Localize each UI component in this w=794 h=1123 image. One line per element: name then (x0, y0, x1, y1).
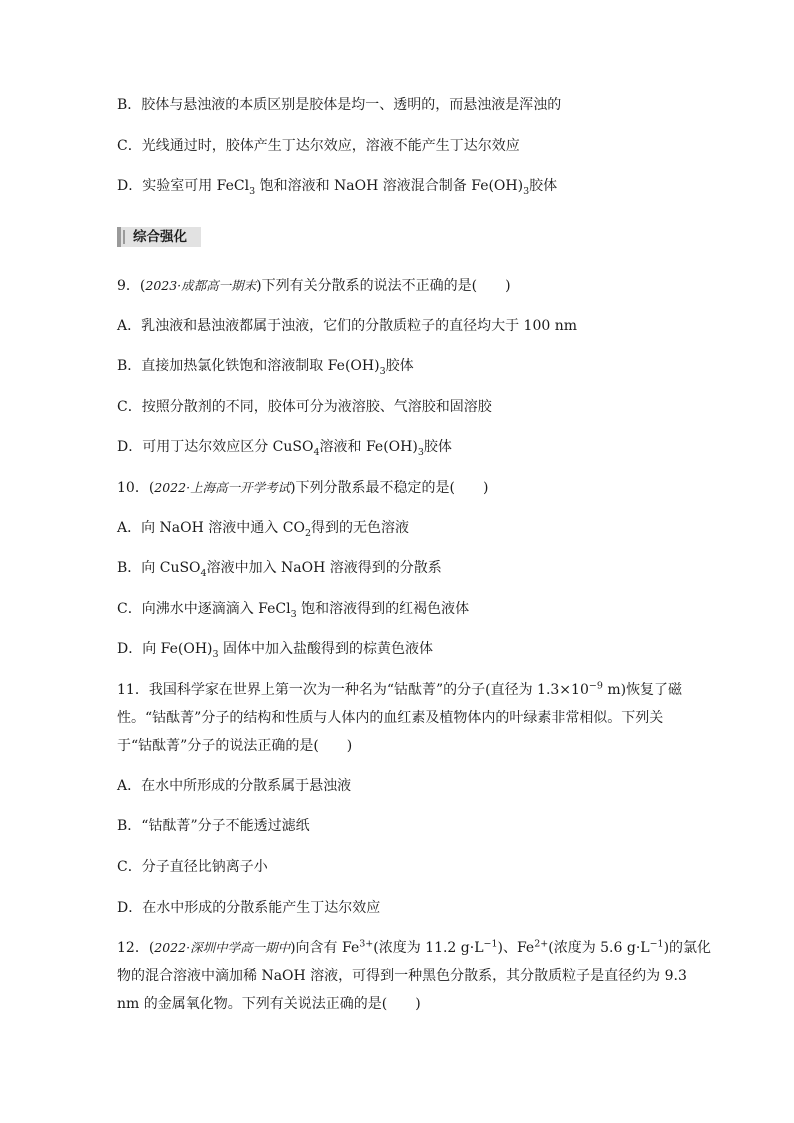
q11-line1-text-b: m)恢复了磁 (602, 682, 683, 698)
q9-option-d-text-a: D．可用丁达尔效应区分 CuSO (117, 439, 314, 455)
q12-sup-2: −1 (483, 938, 498, 950)
q12-stem-text-d: (浓度为 5.6 g·L (548, 940, 650, 956)
q12-stem-text-a: )向含有 Fe (290, 940, 360, 956)
q9-option-d-sub1: 4 (313, 446, 320, 458)
q10-option-b-text-b: 溶液中加入 NaOH 溶液得到的分散系 (206, 560, 442, 576)
q12-stem-text-e: )的氯化 (663, 940, 712, 956)
q10-option-c (117, 599, 469, 619)
q11-stem-line1 (117, 680, 682, 700)
q10-option-d-sub: 3 (212, 648, 219, 660)
q9-stem (117, 276, 511, 296)
q12-stem-text-c: )、Fe (497, 940, 535, 956)
q11-option-c: C．分子直径比钠离子小 (117, 859, 268, 875)
q10-option-a-text-a: A．向 NaOH 溶液中通入 CO (117, 520, 305, 536)
q10-option-c-text-b: 饱和溶液得到的红褐色液体 (296, 601, 470, 617)
q11-option-a: A．在水中所形成的分散系属于悬浊液 (117, 778, 352, 794)
q9-number: 9．( (117, 278, 146, 294)
q12-stem-line1 (117, 938, 711, 958)
q11-line1-text-a: 11．我国科学家在世界上第一次为一种名为“钴酞菁”的分子(直径为 1.3×10 (117, 682, 589, 698)
q9-option-d-sub2: 3 (417, 446, 424, 458)
q11-stem-line3: 于“钴酞菁”分子的说法正确的是( ) (117, 738, 353, 754)
q11-stem-line2: 性。“钴酞菁”分子的结构和性质与人体内的血红素及植物体内的叶绿素非常相似。下列关 (117, 710, 664, 726)
q12-sup-1: 3+ (359, 938, 374, 950)
q11-option-b: B．“钴酞菁”分子不能透过滤纸 (117, 818, 310, 834)
q10-stem-text: )下列分散系最不稳定的是( ) (290, 480, 489, 496)
q11-line1-sup: −9 (588, 680, 603, 692)
q10-option-a-text-b: 得到的无色溶液 (310, 520, 409, 536)
q11-option-d: D．在水中形成的分散系能产生丁达尔效应 (117, 900, 381, 916)
q9-stem-text: )下列有关分散系的说法不正确的是( ) (256, 278, 511, 294)
q8-option-d-sub2: 3 (523, 185, 530, 197)
q10-option-c-sub: 3 (290, 608, 297, 620)
q10-option-a (117, 518, 409, 538)
q12-sup-3: 2+ (534, 938, 549, 950)
q8-option-d-text-b: 饱和溶液和 NaOH 溶液混合制备 Fe(OH) (255, 178, 524, 194)
q9-source: 2023·成都高一期末 (145, 278, 257, 293)
q10-number: 10．( (117, 480, 155, 496)
q12-stem-text-b: (浓度为 11.2 g·L (373, 940, 484, 956)
q9-option-d (117, 437, 452, 457)
q10-option-a-sub: 2 (304, 527, 311, 539)
q8-option-d-text-c: 胶体 (529, 178, 558, 194)
q9-option-b (117, 356, 414, 376)
q9-option-c: C．按照分散剂的不同，胶体可分为液溶胶、气溶胶和固溶胶 (117, 399, 492, 415)
q8-option-d (117, 176, 557, 196)
q10-option-d-text-a: D．向 Fe(OH) (117, 641, 213, 657)
q8-option-b: B．胶体与悬浊液的本质区别是胶体是均一、透明的，而悬浊液是浑浊的 (117, 97, 562, 113)
q10-option-d-text-b: 固体中加入盐酸得到的棕黄色液体 (218, 641, 434, 657)
q10-option-b-text-a: B．向 CuSO (117, 560, 201, 576)
q10-option-b-sub: 4 (200, 567, 207, 579)
q12-source: 2022·深圳中学高一期中 (154, 940, 291, 955)
q10-option-d (117, 639, 433, 659)
q9-option-b-text-b: 胶体 (385, 358, 414, 374)
q12-number: 12．( (117, 940, 155, 956)
q12-stem-line3: nm 的金属氧化物。下列有关说法正确的是( ) (117, 996, 421, 1012)
q9-option-d-text-c: 胶体 (423, 439, 452, 455)
q10-source: 2022·上海高一开学考试 (154, 480, 291, 495)
q9-option-b-text-a: B．直接加热氯化铁饱和溶液制取 Fe(OH) (117, 358, 380, 374)
q10-option-b (117, 558, 442, 578)
q12-stem-line2: 物的混合溶液中滴加稀 NaOH 溶液，可得到一种黑色分散系，其分散质粒子是直径约为 9.3 (117, 968, 687, 984)
q10-option-c-text-a: C．向沸水中逐滴滴入 FeCl (117, 601, 291, 617)
section-heading-comprehensive: 综合强化 (117, 227, 201, 247)
q8-option-c: C．光线通过时，胶体产生丁达尔效应，溶液不能产生丁达尔效应 (117, 138, 520, 154)
q8-option-d-text-a: D．实验室可用 FeCl (117, 178, 250, 194)
q8-option-d-sub1: 3 (249, 185, 256, 197)
q9-option-b-sub: 3 (379, 365, 386, 377)
q9-option-d-text-b: 溶液和 Fe(OH) (319, 439, 418, 455)
q9-option-a: A．乳浊液和悬浊液都属于浊液，它们的分散质粒子的直径均大于 100 nm (117, 318, 578, 334)
q12-sup-4: −1 (649, 938, 664, 950)
q10-stem (117, 478, 488, 498)
